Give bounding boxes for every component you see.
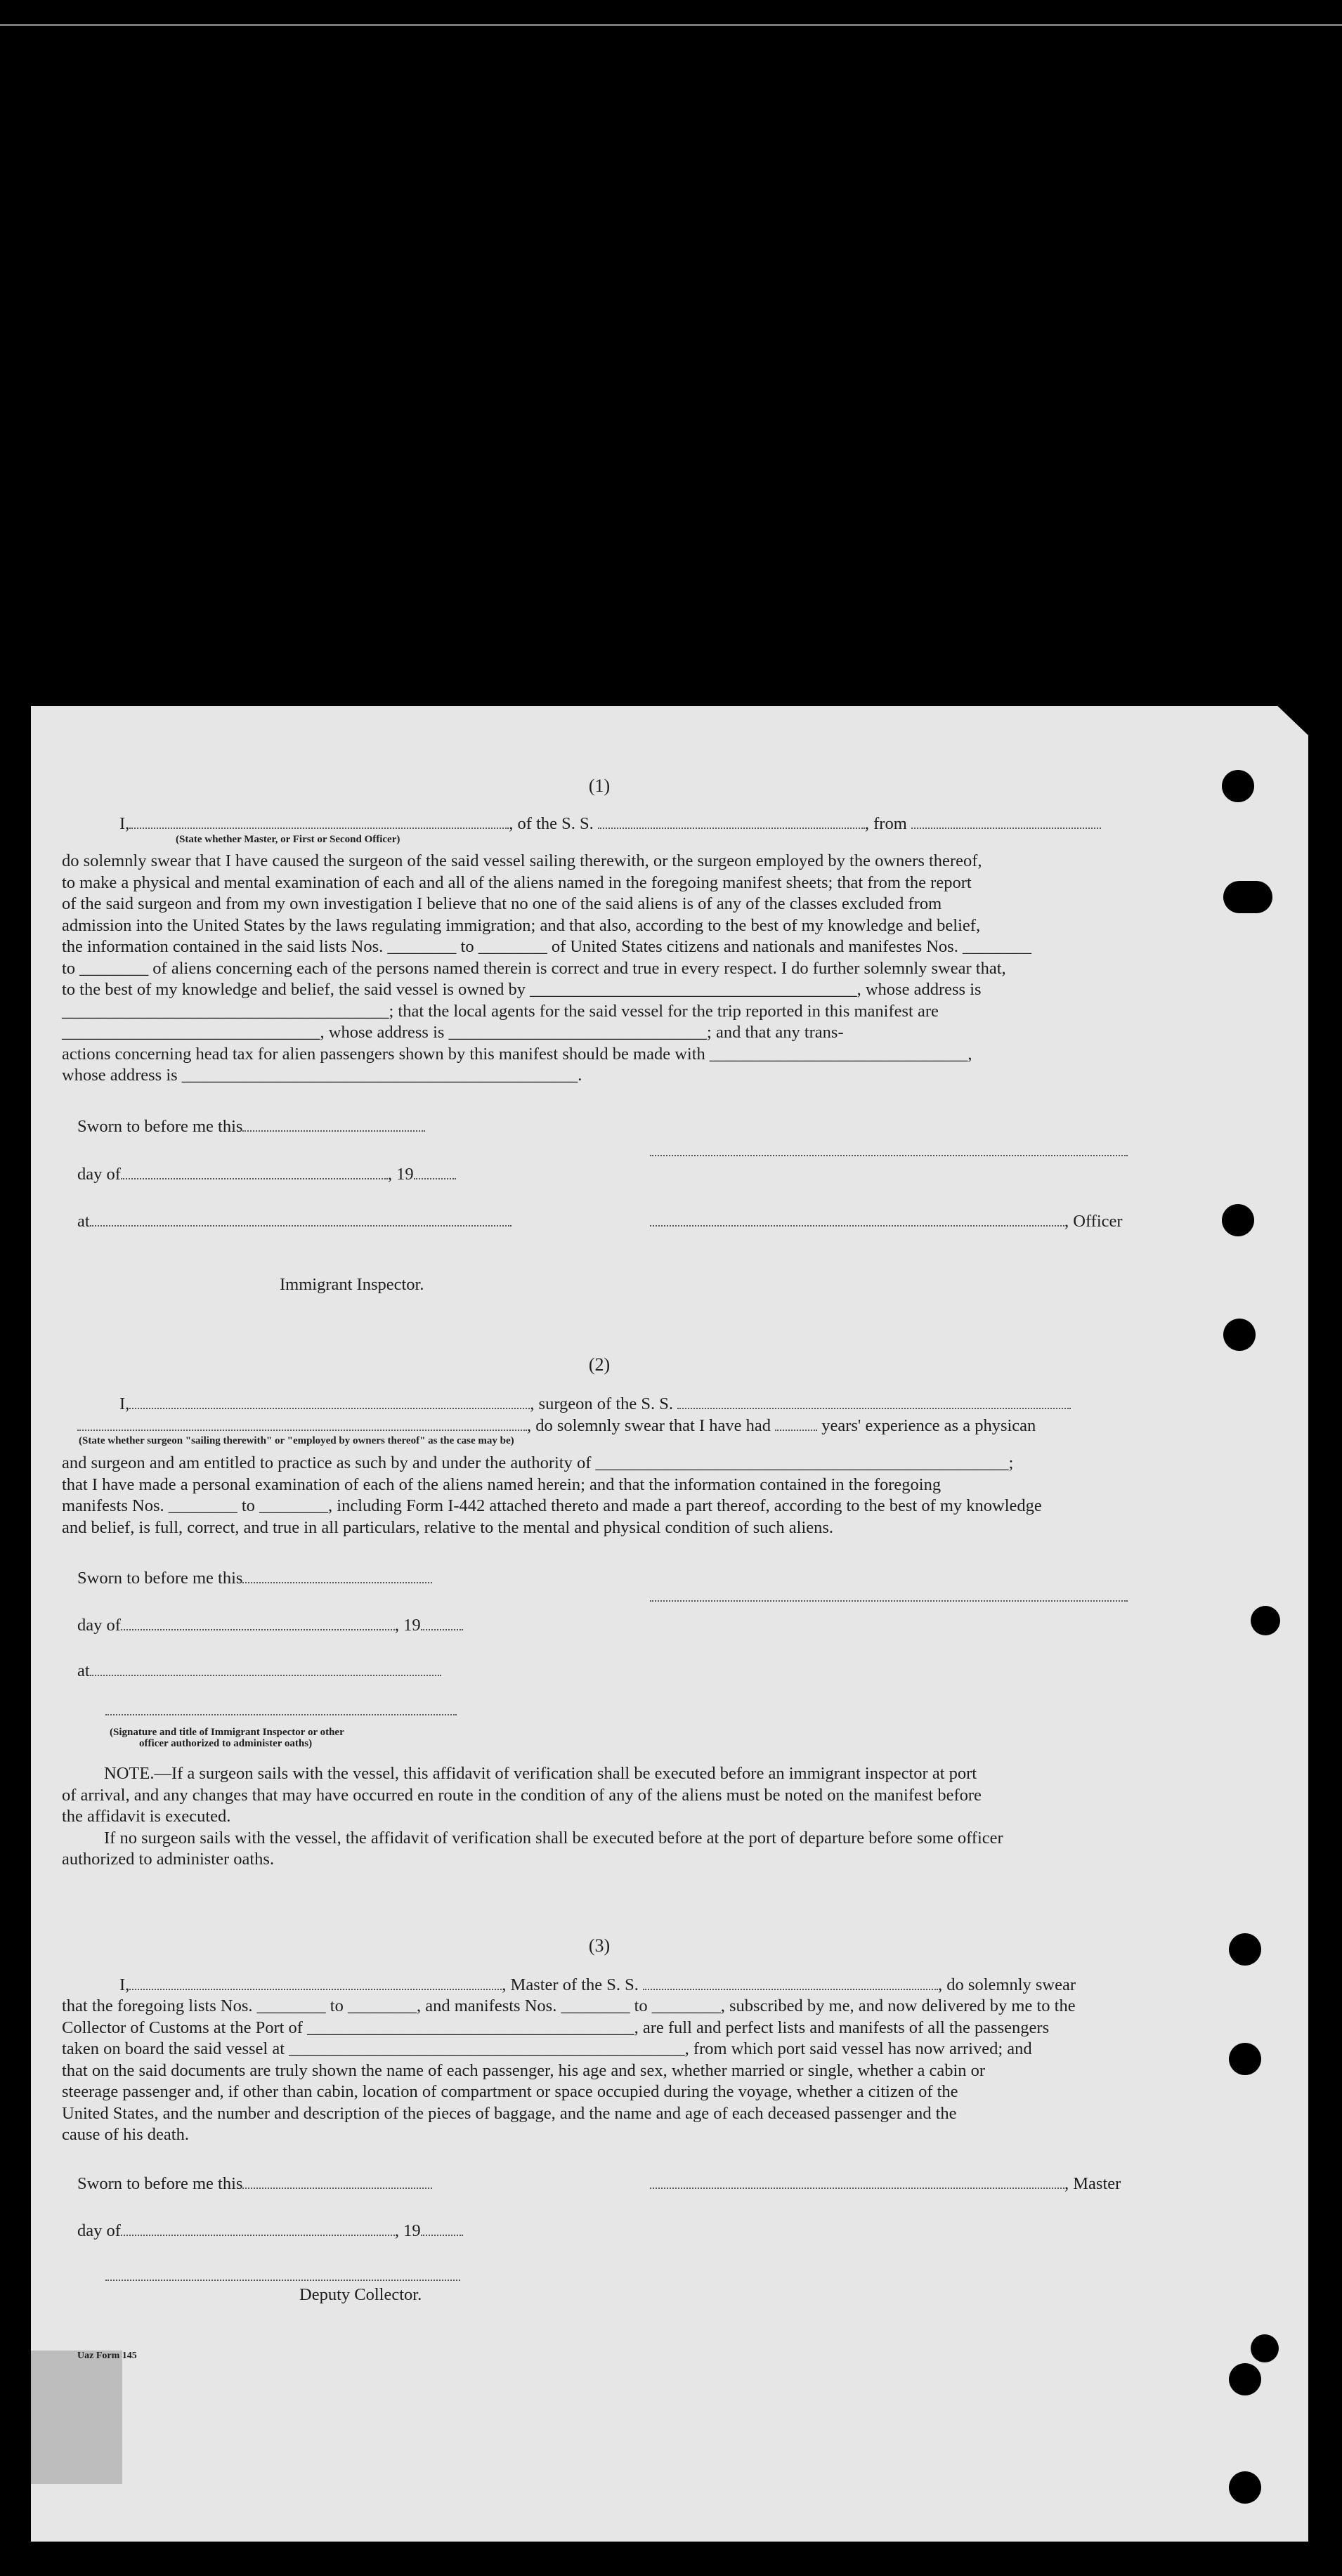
deputy-collector-label: Deputy Collector. <box>299 2285 422 2304</box>
body-line: that the foregoing lists Nos. ________ to ________, and manifests Nos. ________ to ________, subscribed by me, and now delivered by me to the <box>62 1996 1076 2015</box>
inspector-signature-line[interactable] <box>105 1714 457 1715</box>
body-line: do solemnly swear that I have caused the surgeon of the said vessel sailing therewith, or the surgeon employed by the owners thereof, <box>62 851 982 870</box>
day-of-line <box>77 2221 463 2241</box>
officer-name-field[interactable] <box>129 815 509 829</box>
punch-hole <box>1223 881 1272 913</box>
body-line: cause of his death. <box>62 2125 189 2144</box>
vessel-name-field[interactable] <box>677 1395 1071 1409</box>
month-field[interactable] <box>121 2222 395 2236</box>
signature-caption-1: (Signature and title of Immigrant Inspector or other <box>110 1727 344 1738</box>
from-label: , from <box>864 814 907 833</box>
year-label: , 19 <box>394 2221 421 2240</box>
sworn-line <box>77 1117 425 1137</box>
form-number: Uaz Form 145 <box>77 2351 137 2361</box>
punch-hole <box>1251 1606 1280 1635</box>
body-line: taken on board the said vessel at ______________________________________________, from which port said vessel has now arrived; and <box>62 2039 1032 2058</box>
at-line <box>77 1212 512 1231</box>
master-caption: (State whether Master, or First or Second Officer) <box>176 834 400 845</box>
body-line: whose address is ______________________________________________. <box>62 1066 582 1085</box>
year-field[interactable] <box>421 2222 463 2236</box>
section-2-second-line <box>77 1416 1036 1436</box>
body-line: United States, and the number and description of the pieces of baggage, and the name and age of each deceased passenger and the <box>62 2103 957 2123</box>
month-field[interactable] <box>121 1165 388 1179</box>
section-2-number: (2) <box>588 1354 611 1375</box>
deputy-signature-line[interactable] <box>105 2280 460 2281</box>
sworn-date-field[interactable] <box>242 1569 432 1583</box>
body-line: actions concerning head tax for alien passengers shown by this manifest should be made with ______________________________, <box>62 1044 972 1064</box>
body-line: ______________________________________; that the local agents for the said vessel for the trip reported in this manifest are <box>62 1001 939 1021</box>
of-ss-label: , of the S. S. <box>509 814 594 833</box>
vessel-name-field[interactable] <box>598 815 865 829</box>
sworn-date-field[interactable] <box>242 1118 425 1132</box>
section-1-body <box>62 851 1137 1087</box>
punch-hole <box>1222 1204 1254 1236</box>
day-of-label: day of <box>77 2221 121 2240</box>
sworn-line <box>77 1569 432 1588</box>
sworn-label: Sworn to before me this <box>77 1117 243 1136</box>
top-edge-line <box>0 24 1342 26</box>
surgeon-signature-line[interactable] <box>650 1600 1128 1602</box>
at-label: at <box>77 1661 90 1680</box>
section-3-number: (3) <box>588 1935 611 1956</box>
punch-hole <box>1222 770 1254 802</box>
sworn-line <box>77 2174 432 2194</box>
note-line: of arrival, and any changes that may have occurred en route in the condition of any of the aliens must be noted on the manifest before <box>62 1785 982 1805</box>
note-line: the affidavit is executed. <box>62 1807 231 1826</box>
day-of-line <box>77 1165 456 1184</box>
section-1-number: (1) <box>588 776 611 796</box>
body-line: that on the said documents are truly shown the name of each passenger, his age and sex, whether married or single, whether a cabin or <box>62 2060 986 2080</box>
day-of-line <box>77 1616 463 1635</box>
section-2-body <box>62 1453 1137 1538</box>
immigrant-inspector-label: Immigrant Inspector. <box>280 1275 424 1294</box>
punch-hole <box>1251 2334 1279 2362</box>
day-of-label: day of <box>77 1616 121 1635</box>
surgeon-label: , surgeon of the S. S. <box>530 1394 674 1413</box>
body-line: that I have made a personal examination of each of the aliens named herein; and that the information contained in the foregoing <box>62 1475 942 1494</box>
body-line: and belief, is full, correct, and true in all particulars, relative to the mental and physical condition of such aliens. <box>62 1517 834 1537</box>
years-field[interactable] <box>775 1417 817 1431</box>
sworn-label: Sworn to before me this <box>77 2174 243 2193</box>
punch-hole <box>1229 1933 1261 1966</box>
note-block <box>62 1763 1137 1871</box>
sworn-date-field[interactable] <box>242 2175 432 2189</box>
officer-label: , Officer <box>1064 1212 1123 1231</box>
note-line: authorized to administer oaths. <box>62 1850 275 1869</box>
i-label: I, <box>119 1975 130 1994</box>
swear-label: , do solemnly swear <box>938 1975 1076 1994</box>
sworn-label: Sworn to before me this <box>77 1569 243 1588</box>
body-line: ______________________________, whose address is ______________________________; and that any trans- <box>62 1023 844 1042</box>
surgeon-type-field[interactable] <box>77 1417 527 1431</box>
body-line: and surgeon and am entitled to practice as such by and under the authority of ________________________________________________; <box>62 1453 1014 1472</box>
vessel-name-field[interactable] <box>643 1976 938 1990</box>
note-line: NOTE.—If a surgeon sails with the vessel, this affidavit of verification shall be executed before an immigrant inspector at port <box>104 1764 977 1783</box>
faded-stamp <box>31 2351 122 2484</box>
master-signature-line <box>650 2174 1121 2194</box>
years-label: years' experience as a physican <box>821 1416 1036 1435</box>
i-label: I, <box>119 1394 130 1413</box>
surgeon-caption: (State whether surgeon "sailing therewith" or "employed by owners thereof" as the case may be) <box>79 1435 514 1446</box>
body-line: admission into the United States by the laws regulating immigration; and that also, according to the best of my knowledge and belief, <box>62 915 981 935</box>
section-2-first-line <box>119 1394 1071 1414</box>
punch-hole <box>1229 2043 1261 2075</box>
note-line: If no surgeon sails with the vessel, the affidavit of verification shall be executed before at the port of departure before some officer <box>104 1828 1003 1848</box>
section-1-first-line <box>119 814 1101 834</box>
master-name-field[interactable] <box>129 1976 502 1990</box>
body-line: to ________ of aliens concerning each of the persons named therein is correct and true in every respect. I do further solemnly swear that, <box>62 958 1006 978</box>
month-field[interactable] <box>121 1616 395 1630</box>
master-ss-label: , Master of the S. S. <box>502 1975 639 1994</box>
signature-caption-2: officer authorized to administer oaths) <box>139 1738 313 1749</box>
body-line: steerage passenger and, if other than cabin, location of compartment or space occupied during the voyage, whether a citizen of the <box>62 2082 958 2101</box>
surgeon-name-field[interactable] <box>129 1395 530 1409</box>
at-place-field[interactable] <box>90 1212 512 1227</box>
swear-label: , do solemnly swear that I have had <box>527 1416 771 1435</box>
body-line: of the said surgeon and from my own investigation I believe that no one of the said aliens is of any of the classes excluded from <box>62 894 942 913</box>
i-label: I, <box>119 814 130 833</box>
body-line: to the best of my knowledge and belief, the said vessel is owned by ______________________________________, whose address is <box>62 980 982 999</box>
year-label: , 19 <box>387 1165 414 1184</box>
body-line: Collector of Customs at the Port of ______________________________________, are full and perfect lists and manifests of all the passengers <box>62 2018 1050 2037</box>
departure-port-field[interactable] <box>911 815 1101 829</box>
year-field[interactable] <box>421 1616 463 1630</box>
day-of-label: day of <box>77 1165 121 1184</box>
master-label: , Master <box>1064 2174 1121 2193</box>
body-line: manifests Nos. ________ to ________, including Form I-442 attached thereto and made a part thereof, according to the best of my knowledge <box>62 1496 1042 1515</box>
section-3-body <box>62 1996 1137 2146</box>
at-label: at <box>77 1212 90 1231</box>
punch-hole <box>1229 2363 1261 2395</box>
at-line <box>77 1661 441 1681</box>
body-line: the information contained in the said lists Nos. ________ to ________ of United States citizens and nationals and manifestes Nos. ________ <box>62 937 1031 956</box>
signature-line[interactable] <box>650 1155 1128 1156</box>
year-label: , 19 <box>394 1616 421 1635</box>
section-3-first-line <box>119 1975 1076 1995</box>
at-place-field[interactable] <box>90 1662 441 1676</box>
officer-signature-field[interactable] <box>650 1212 1064 1227</box>
punch-hole <box>1223 1319 1256 1351</box>
year-field[interactable] <box>414 1165 456 1179</box>
punch-hole <box>1229 2471 1261 2504</box>
body-line: to make a physical and mental examination of each and all of the aliens named in the foregoing manifest sheets; that from the report <box>62 872 972 892</box>
master-signature-field[interactable] <box>650 2175 1064 2189</box>
officer-signature-line <box>650 1212 1123 1231</box>
